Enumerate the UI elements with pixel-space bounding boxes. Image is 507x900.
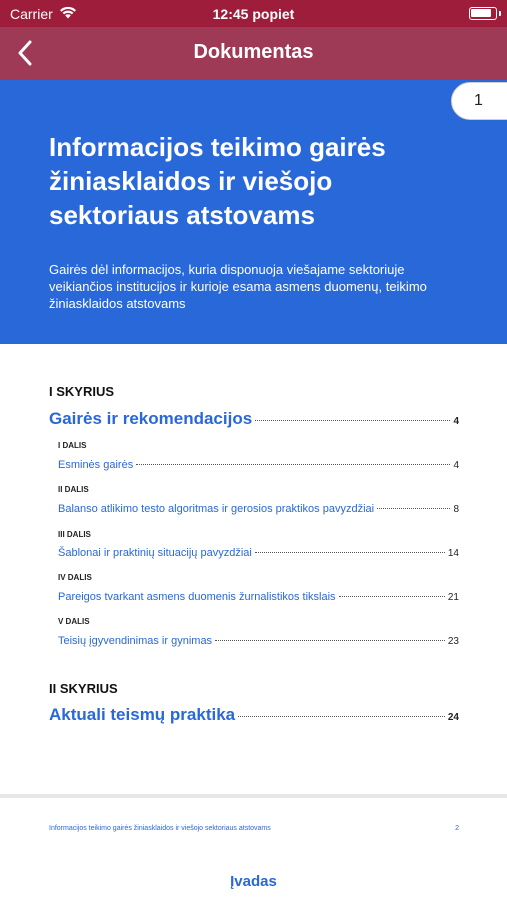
toc-chapter-title: Aktuali teismų praktika xyxy=(49,705,236,724)
toc-part-title: Šablonai ir praktinių situacijų pavyzdžiai xyxy=(58,547,252,559)
document-title: Informacijos teikimo gairės žiniasklaidos ir viešojo sektoriaus atstovams xyxy=(49,132,386,230)
toc-part-link[interactable] xyxy=(58,459,459,471)
status-bar xyxy=(0,0,507,27)
dot-leader xyxy=(377,508,450,509)
toc-part-link[interactable] xyxy=(58,547,459,559)
toc-chapter-title: Gairės ir rekomendacijos xyxy=(49,409,253,428)
chapter-label: I SKYRIUS xyxy=(49,384,115,399)
toc-page-number: 21 xyxy=(447,592,459,603)
part-label: V DALIS xyxy=(58,617,90,626)
chapter-label: II SKYRIUS xyxy=(49,681,118,696)
dot-leader xyxy=(339,596,445,597)
dot-leader xyxy=(255,420,450,421)
carrier-label: Carrier xyxy=(10,6,53,22)
footer-running-title: Informacijos teikimo gairės žiniasklaidos ir viešojo sektoriaus atstovams xyxy=(49,825,271,832)
toc-part-title: Teisių įgyvendinimas ir gynimas xyxy=(58,635,213,647)
dot-leader xyxy=(136,464,450,465)
toc-chapter-link[interactable] xyxy=(49,409,459,429)
toc-page-number: 23 xyxy=(447,636,459,647)
toc-chapter-link[interactable] xyxy=(49,705,459,725)
dot-leader xyxy=(215,640,445,641)
dot-leader xyxy=(238,716,445,717)
section-heading-ivadas[interactable]: Įvadas xyxy=(230,873,277,890)
document-cover xyxy=(0,80,507,344)
nav-title: Dokumentas xyxy=(193,41,314,63)
part-label: IV DALIS xyxy=(58,573,92,582)
part-label: III DALIS xyxy=(58,530,91,539)
toc-page-number: 14 xyxy=(447,548,459,559)
toc-part-link[interactable] xyxy=(58,591,459,603)
navigation-bar xyxy=(0,27,507,80)
part-label: I DALIS xyxy=(58,441,87,450)
document-subtitle: Gairės dėl informacijos, kuria disponuoja viešajame sektoriuje veikiančios institucijos ir kurioje esama asmens duomenų, teikimo žiniasklaidos atstovams xyxy=(49,262,427,311)
toc-page-number: 4 xyxy=(453,416,459,427)
part-label: II DALIS xyxy=(58,485,89,494)
toc-part-title: Balanso atlikimo testo algoritmas ir gerosios praktikos pavyzdžiai xyxy=(58,503,375,515)
document-page[interactable] xyxy=(0,80,507,900)
toc-part-link[interactable] xyxy=(58,635,459,647)
toc-part-title: Esminės gairės xyxy=(58,459,134,471)
toc-part-link[interactable] xyxy=(58,503,459,515)
toc-page-number: 4 xyxy=(453,460,459,471)
toc-part-title: Pareigos tvarkant asmens duomenis žurnalistikos tikslais xyxy=(58,591,336,603)
status-time: 12:45 popiet xyxy=(212,6,295,22)
battery-icon xyxy=(469,7,497,20)
dot-leader xyxy=(255,552,445,553)
toc-page-number: 24 xyxy=(447,712,459,723)
page-separator xyxy=(0,794,507,798)
toc-page-number: 8 xyxy=(453,504,459,515)
footer-page-number: 2 xyxy=(455,825,459,832)
page-number-badge[interactable]: 1 xyxy=(451,82,507,120)
page-footer xyxy=(49,825,459,832)
